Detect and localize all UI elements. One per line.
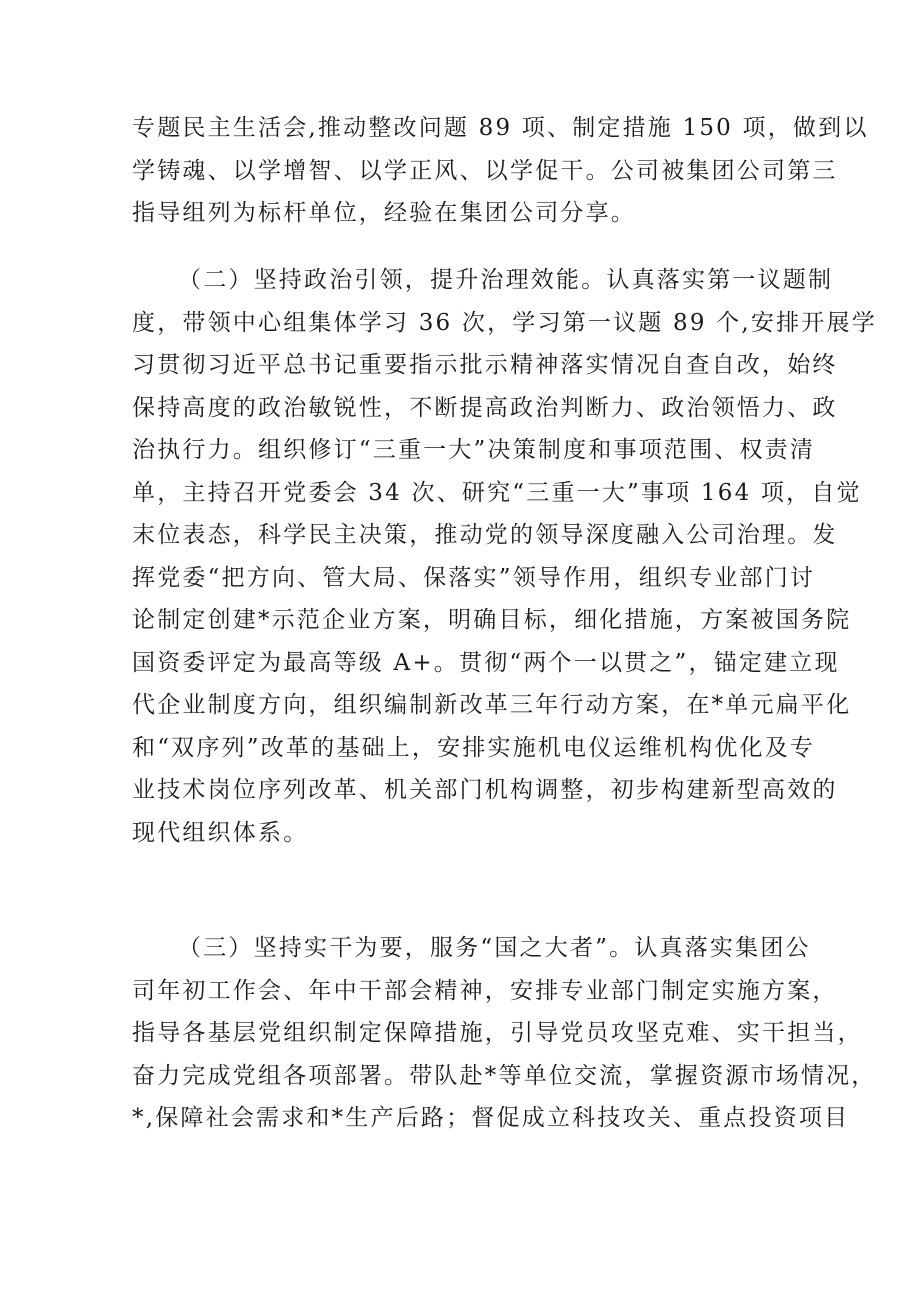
text-line: （三）坚持实干为要，服务“国之大者”。认真落实集团公: [178, 935, 811, 961]
text-line: 学铸魂、以学增智、以学正风、以学促干。公司被集团公司第三: [132, 157, 838, 184]
text-line: 挥党委“把方向、管大局、保落实”领导作用，组织专业部门讨: [132, 564, 816, 591]
paragraph-1: [132, 107, 869, 235]
text-line: 国资委评定为最高等级 A+。贯彻“两个一以贯之”，锚定建立现: [132, 649, 840, 676]
text-line: 末位表态，科学民主决策，推动党的领导深度融入公司治理。发: [132, 522, 838, 548]
text-line: 度，带领中心组集体学习 36 次，学习第一议题 89 个,安排开展学: [132, 309, 877, 336]
text-line: 论制定创建*示范企业方案，明确目标，细化措施，方案被国务院: [132, 607, 852, 633]
text-line: *,保障社会需求和*生产后路；督促成立科技攻关、重点投资项目: [132, 1105, 850, 1131]
text-line: （二）坚持政治引领，提升治理效能。认真落实第一议题制: [178, 267, 834, 293]
text-line: 专题民主生活会,推动整改问题 89 项、制定措施 150 项，做到以: [132, 115, 869, 141]
text-line: 业技术岗位序列改革、机关部门机构调整，初步构建新型高效的: [132, 777, 838, 803]
text-line: 和“双序列”改革的基础上，安排实施机电仪运维机构优化及专: [132, 734, 816, 761]
text-line: 保持高度的政治敏锐性，不断提高政治判断力、政治领悟力、政: [132, 394, 838, 421]
text-line: 习贯彻习近平总书记重要指示批示精神落实情况自查自改，始终: [132, 352, 838, 378]
text-line: 现代组织体系。: [132, 819, 309, 846]
paragraph-2: [132, 259, 877, 854]
text-line: 代企业制度方向，组织编制新改革三年行动方案，在*单元扁平化: [132, 692, 852, 718]
text-line: 指导组列为标杆单位，经验在集团公司分享。: [132, 200, 636, 226]
text-line: 治执行力。组织修订“三重一大”决策制度和事项范围、权责清: [132, 437, 816, 463]
text-line: 指导各基层党组织制定保障措施，引导党员攻坚克难、实干担当，: [132, 1020, 863, 1046]
text-line: 单，主持召开党委会 34 次、研究“三重一大”事项 164 项，自觉: [132, 479, 862, 506]
text-line: 奋力完成党组各项部署。带队赴*等单位交流，掌握资源市场情况，: [132, 1062, 877, 1089]
paragraph-3: [132, 927, 877, 1140]
text-line: 司年初工作会、年中干部会精神，安排专业部门制定实施方案，: [132, 977, 838, 1004]
